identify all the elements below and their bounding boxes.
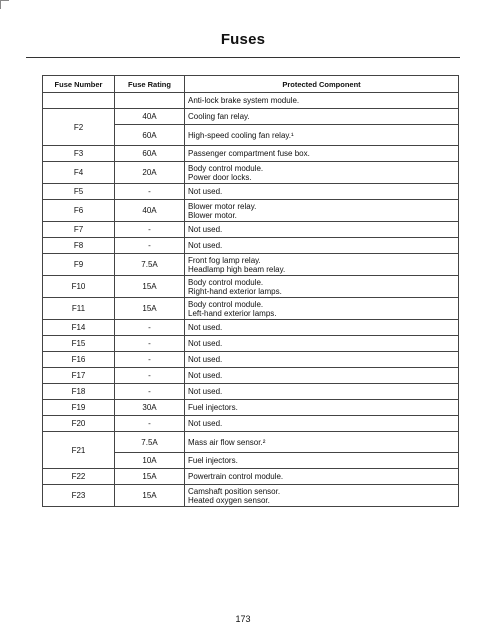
table-row [43,384,459,400]
page-corner-mark [0,0,9,9]
fuse-number-cell: F18 [43,384,115,400]
component-text: Not used. [188,241,223,250]
fuse-rating-cell: 60A [115,125,185,146]
component-text: Powertrain control module. [188,472,284,481]
fuse-rating-cell: 15A [115,485,185,507]
fuse-rating-cell: 15A [115,276,185,298]
component-text: Blower motor relay. [188,201,257,211]
fuse-number-cell: F2 [43,109,115,146]
header-protected-component: Protected Component [185,76,459,93]
component-cell [185,146,459,162]
table-row [43,400,459,416]
component-text: Cooling fan relay. [188,112,250,121]
component-text: Not used. [188,419,223,428]
component-cell [185,469,459,485]
component-text: Headlamp high beam relay. [188,264,286,274]
table-row [43,336,459,352]
component-text: Heated oxygen sensor. [188,495,270,505]
component-text: Power door locks. [188,172,252,182]
fuse-rating-cell: 40A [115,109,185,125]
table-row [43,298,459,320]
fuse-number-cell: F15 [43,336,115,352]
component-cell [185,125,459,146]
fuse-number-cell: F3 [43,146,115,162]
component-text: Left-hand exterior lamps. [188,308,277,318]
component-text: Passenger compartment fuse box. [188,149,310,158]
component-text: Body control module. [188,299,264,309]
component-cell [185,238,459,254]
table-row [43,352,459,368]
table-row [43,368,459,384]
fuse-number-cell: F21 [43,432,115,469]
component-cell [185,298,459,320]
component-cell [185,109,459,125]
fuse-number-cell: F10 [43,276,115,298]
fuse-rating-cell: - [115,336,185,352]
component-cell [185,93,459,109]
fuse-rating-cell [115,93,185,109]
component-text: Front fog lamp relay. [188,255,261,265]
fuse-number-cell: F19 [43,400,115,416]
component-cell [185,416,459,432]
fuse-number-cell: F16 [43,352,115,368]
fuse-table [42,75,459,507]
fuse-number-cell: F20 [43,416,115,432]
component-cell [185,485,459,507]
fuse-rating-cell: - [115,222,185,238]
component-cell [185,336,459,352]
component-text: Fuel injectors. [188,403,238,412]
component-text: Not used. [188,355,223,364]
table-row [43,276,459,298]
component-cell [185,352,459,368]
header-fuse-rating: Fuse Rating [115,76,185,93]
component-text: Camshaft position sensor. [188,486,281,496]
fuse-rating-cell: 60A [115,146,185,162]
component-text: Blower motor. [188,210,237,220]
fuse-number-cell: F23 [43,485,115,507]
fuse-rating-cell: - [115,352,185,368]
table-row [43,432,459,453]
table-row [43,162,459,184]
table-row [43,469,459,485]
table-row [43,109,459,125]
fuse-number-cell: F14 [43,320,115,336]
component-text: Anti-lock brake system module. [188,96,300,105]
table-row [43,93,459,109]
fuse-number-cell: F5 [43,184,115,200]
table-header-row [43,76,459,93]
fuse-rating-cell: 15A [115,469,185,485]
component-cell [185,368,459,384]
table-row [43,184,459,200]
fuse-rating-cell: 7.5A [115,432,185,453]
component-cell [185,200,459,222]
table-row [43,320,459,336]
component-text: High-speed cooling fan relay.¹ [188,130,294,140]
component-cell [185,432,459,453]
fuse-number-cell: F11 [43,298,115,320]
component-text: Body control module. [188,277,264,287]
component-text: Not used. [188,323,223,332]
fuse-rating-cell: - [115,384,185,400]
component-text: Not used. [188,339,223,348]
fuse-number-cell: F9 [43,254,115,276]
fuse-number-cell: F7 [43,222,115,238]
fuse-rating-cell: 7.5A [115,254,185,276]
fuse-rating-cell: 30A [115,400,185,416]
fuse-rating-cell: 40A [115,200,185,222]
fuse-number-cell: F8 [43,238,115,254]
component-cell [185,254,459,276]
table-row [43,416,459,432]
table-row [43,485,459,507]
fuse-rating-cell: 10A [115,453,185,469]
page-number: 173 [235,614,251,624]
title-divider [26,57,460,58]
header-fuse-number: Fuse Number [43,76,115,93]
table-row [43,200,459,222]
fuse-rating-cell: 15A [115,298,185,320]
table-row [43,146,459,162]
component-text: Not used. [188,225,223,234]
fuse-rating-cell: - [115,238,185,254]
component-text: Not used. [188,387,223,396]
fuse-rating-cell: - [115,368,185,384]
table-row [43,254,459,276]
component-cell [185,320,459,336]
fuse-rating-cell: - [115,320,185,336]
component-text: Mass air flow sensor.² [188,437,266,447]
component-cell [185,453,459,469]
fuse-number-cell: F6 [43,200,115,222]
fuse-rating-cell: - [115,416,185,432]
component-text: Right-hand exterior lamps. [188,286,282,296]
component-text: Not used. [188,371,223,380]
table-row [43,238,459,254]
component-text: Body control module. [188,163,264,173]
component-cell [185,276,459,298]
component-cell [185,162,459,184]
component-cell [185,184,459,200]
component-cell [185,384,459,400]
table-row [43,222,459,238]
page-title: Fuses [220,31,266,48]
component-cell [185,222,459,238]
component-cell [185,400,459,416]
component-text: Not used. [188,187,223,196]
fuse-rating-cell: - [115,184,185,200]
fuse-number-cell: F4 [43,162,115,184]
fuse-rating-cell: 20A [115,162,185,184]
fuse-number-cell: F17 [43,368,115,384]
component-text: Fuel injectors. [188,456,238,465]
fuse-number-cell: F22 [43,469,115,485]
fuse-number-cell [43,93,115,109]
